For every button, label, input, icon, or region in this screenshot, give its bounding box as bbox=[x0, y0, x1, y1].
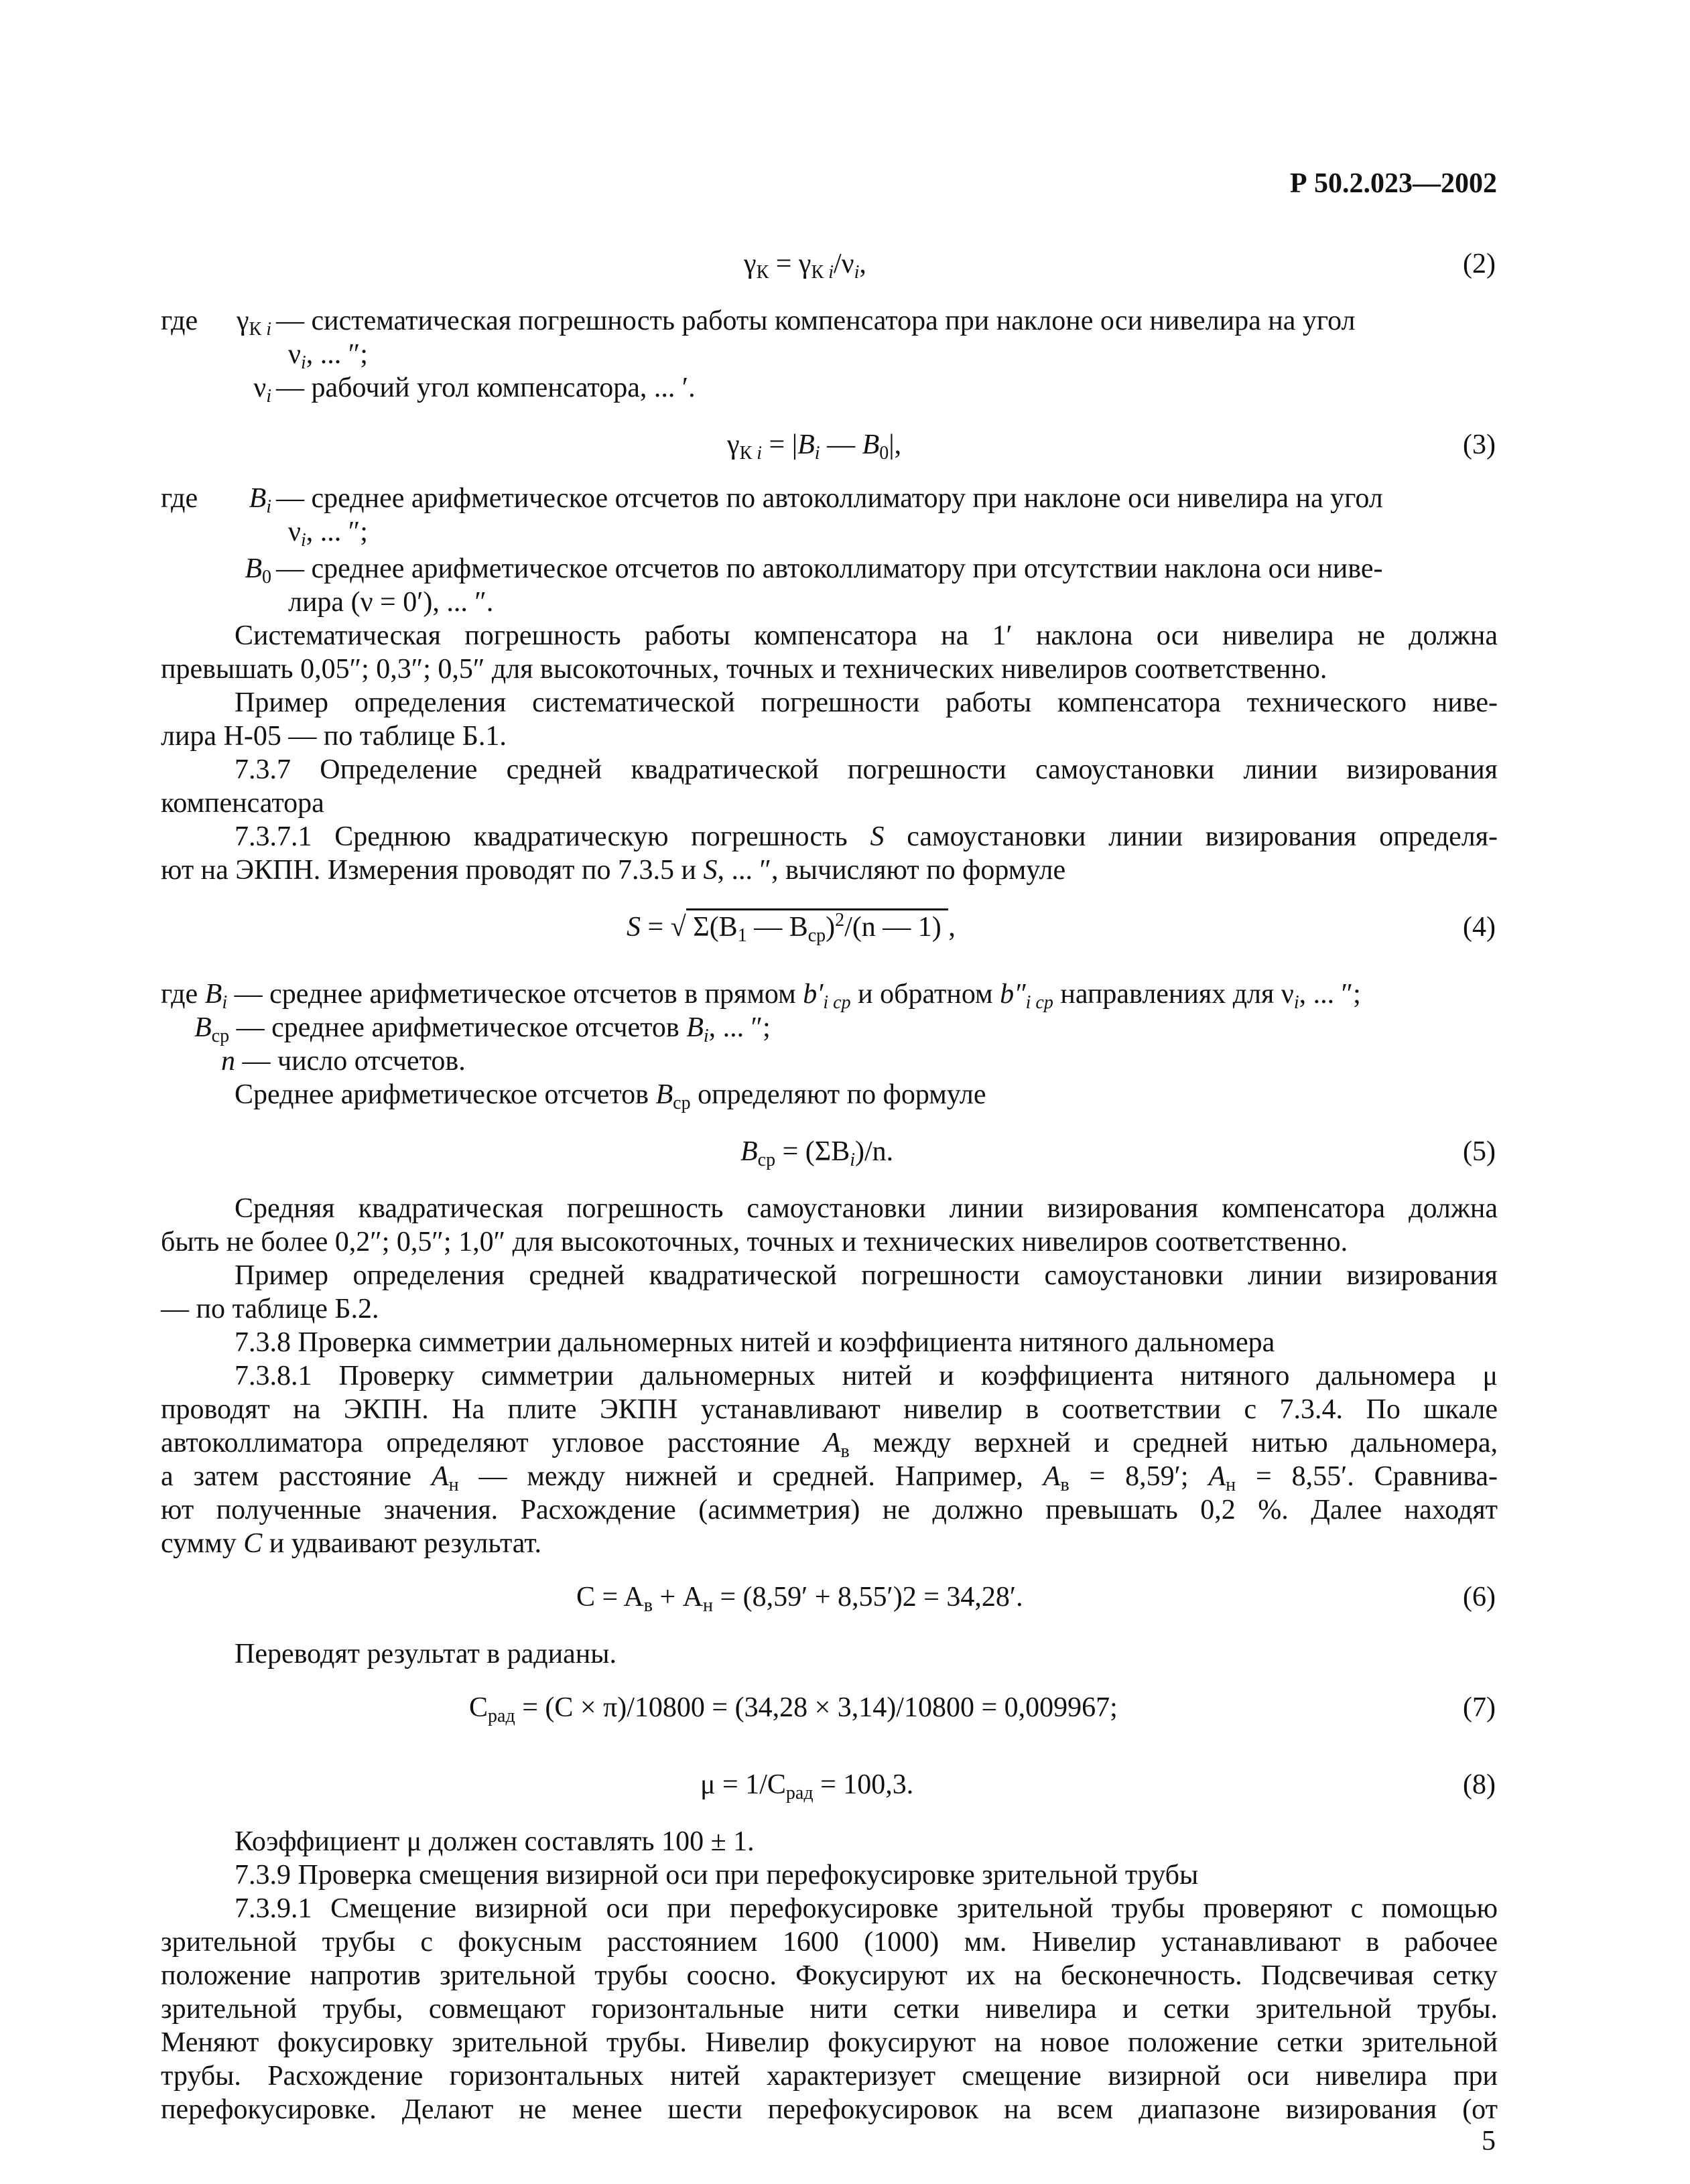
paragraph-line: ют на ЭКПН. Измерения проводят по 7.3.5 и S, ... ″, вычисляют по формуле bbox=[161, 855, 1066, 886]
formula-5: $B_{ср} = (\Sigma B_i)/n$. bbox=[740, 1136, 894, 1170]
paragraph-line: лира Н-05 — по таблице Б.1. bbox=[161, 721, 507, 752]
definition-b-i-2: где $B_i$ — среднее арифметическое отсчетов в прямом $b'_{i ср}$ и обратном $b''_{i ср}$ направлениях для $\nu_i$, ... ″; bbox=[161, 979, 1361, 1013]
formula-2: $\gamma_К = \gamma_{К i}/\nu_i$, bbox=[744, 249, 866, 283]
paragraph-line: Меняют фокусировку зрительной трубы. Нивелир фокусируют на новое положение сетки зрительной bbox=[161, 2027, 1498, 2058]
formula-8: $\mu = 1/C_{рад} = 100,3$. bbox=[700, 1769, 914, 1803]
definition-where: где bbox=[161, 305, 198, 336]
definition-where-2: где bbox=[161, 483, 198, 514]
paragraph-line: Переводят результат в радианы. bbox=[235, 1639, 616, 1669]
definition-b-0-cont: лира (ν = 0′), ... ″. bbox=[288, 587, 494, 618]
paragraph-line: Среднее арифметическое отсчетов $B_{ср}$ определяют по формуле bbox=[235, 1079, 986, 1113]
formula-4-number: (4) bbox=[1463, 912, 1496, 943]
paragraph-line: положение напротив зрительной трубы соосно. Фокусируют их на бесконечность. Подсвечивая сетку bbox=[161, 1960, 1498, 1991]
paragraph-line: сумму C и удваивают результат. bbox=[161, 1528, 542, 1559]
formula-3: $\gamma_{К i} = |B_i$ — $B_0|$, bbox=[727, 429, 902, 464]
paragraph-line: 7.3.8.1 Проверку симметрии дальномерных нитей и коэффициента нитяного дальномера μ bbox=[235, 1361, 1498, 1391]
sqrt-icon: √ bbox=[670, 912, 686, 943]
paragraph-line: проводят на ЭКПН. На плите ЭКПН устанавливают нивелир в соответствии с 7.3.4. По шкале bbox=[161, 1394, 1498, 1425]
paragraph-line: автоколлиматора определяют угловое расстояние $A_в$ между верхней и средней нитью дальномера, bbox=[161, 1428, 1498, 1462]
symbol-nu-i: $\nu_i$ bbox=[253, 372, 271, 407]
formula-7: $C_{рад} = (C \times \pi)/10800 = (34,28 \times 3,14)/10800 = 0,009967$; bbox=[469, 1692, 1118, 1726]
formula-6: $C = A_в + A_н = (8,59' + 8,55')2 = 34,28'$. bbox=[576, 1582, 1023, 1616]
definition-gamma-ki-cont: $\nu_i$, ... ″; bbox=[288, 339, 368, 373]
paragraph-line: 7.3.7.1 Среднюю квадратическую погрешность S самоустановки линии визирования определя- bbox=[235, 821, 1498, 852]
symbol-b-0: $B_0$ bbox=[245, 553, 271, 588]
formula-7-number: (7) bbox=[1463, 1692, 1496, 1723]
paragraph-line: Средняя квадратическая погрешность самоустановки линии визирования компенсатора должна bbox=[235, 1193, 1498, 1224]
page-number: 5 bbox=[1482, 2126, 1496, 2157]
section-heading-7-3-8: 7.3.8 Проверка симметрии дальномерных нитей и коэффициента нитяного дальномера bbox=[235, 1327, 1275, 1358]
formula-3-number: (3) bbox=[1463, 429, 1496, 460]
formula-4: S = √ $\Sigma(B_1$ — $B_{ср})^2/(n$ — 1) , bbox=[627, 910, 956, 946]
formula-8-number: (8) bbox=[1463, 1769, 1496, 1800]
definition-b-0: — среднее арифметическое отсчетов по автоколлиматору при отсутствии наклона оси ниве- bbox=[276, 553, 1383, 584]
symbol-gamma-ki: $\gamma_{К i}$ bbox=[236, 305, 271, 340]
paragraph-line: Коэффициент μ должен составлять 100 ± 1. bbox=[235, 1826, 755, 1857]
formula-2-number: (2) bbox=[1463, 249, 1496, 279]
definition-nu-i: — рабочий угол компенсатора, ... ′. bbox=[276, 372, 696, 403]
paragraph-line: компенсатора bbox=[161, 788, 324, 819]
definition-b-sr: $B_{ср}$ — среднее арифметическое отсчетов $B_i$, ... ″; bbox=[194, 1012, 771, 1046]
paragraph-line: быть не более 0,2″; 0,5″; 1,0″ для высокоточных, точных и технических нивелиров соответственно. bbox=[161, 1227, 1348, 1257]
paragraph-line: зрительной трубы, совмещают горизонтальные нити сетки нивелира и сетки зрительной трубы. bbox=[161, 1994, 1498, 2025]
paragraph-line: перефокусировке. Делают не менее шести перефокусировок на всем диапазоне визирования (от bbox=[161, 2094, 1498, 2125]
definition-gamma-ki: — систематическая погрешность работы компенсатора при наклоне оси нивелира на угол bbox=[276, 305, 1356, 336]
paragraph-line: Пример определения систематической погрешности работы компенсатора технического ниве- bbox=[235, 687, 1498, 718]
symbol-b-i: $B_i$ bbox=[249, 483, 271, 517]
paragraph-line: а затем расстояние $A_н$ — между нижней и средней. Например, $A_в = 8,59'$; $A_н = 8,55'$. Сравнива- bbox=[161, 1461, 1498, 1495]
formula-5-number: (5) bbox=[1463, 1136, 1496, 1167]
paragraph-line: зрительной трубы с фокусным расстоянием 1600 (1000) мм. Нивелир устанавливают в рабочее bbox=[161, 1927, 1498, 1958]
definition-n: n — число отсчетов. bbox=[221, 1046, 466, 1077]
section-heading-7-3-7: 7.3.7 Определение средней квадратической погрешности самоустановки линии визирования bbox=[235, 754, 1498, 785]
paragraph-line: Систематическая погрешность работы компенсатора на 1′ наклона оси нивелира не должна bbox=[235, 620, 1498, 651]
document-number: Р 50.2.023—2002 bbox=[1289, 168, 1497, 199]
paragraph-line: трубы. Расхождение горизонтальных нитей характеризует смещение визирной оси нивелира при bbox=[161, 2061, 1498, 2092]
section-heading-7-3-9: 7.3.9 Проверка смещения визирной оси при перефокусировке зрительной трубы bbox=[235, 1860, 1199, 1891]
paragraph-line: превышать 0,05″; 0,3″; 0,5″ для высокоточных, точных и технических нивелиров соответственно. bbox=[161, 654, 1327, 685]
paragraph-line: ют полученные значения. Расхождение (асимметрия) не должно превышать 0,2 %. Далее находят bbox=[161, 1495, 1498, 1525]
definition-b-i: — среднее арифметическое отсчетов по автоколлиматору при наклоне оси нивелира на угол bbox=[276, 483, 1383, 514]
paragraph-line: Пример определения средней квадратической погрешности самоустановки линии визирования bbox=[235, 1260, 1498, 1291]
definition-b-i-cont: $\nu_i$, ... ″; bbox=[288, 517, 368, 551]
paragraph-line: 7.3.9.1 Смещение визирной оси при перефокусировке зрительной трубы проверяют с помощью bbox=[235, 1893, 1498, 1924]
formula-6-number: (6) bbox=[1463, 1582, 1496, 1613]
paragraph-line: — по таблице Б.2. bbox=[161, 1294, 379, 1324]
